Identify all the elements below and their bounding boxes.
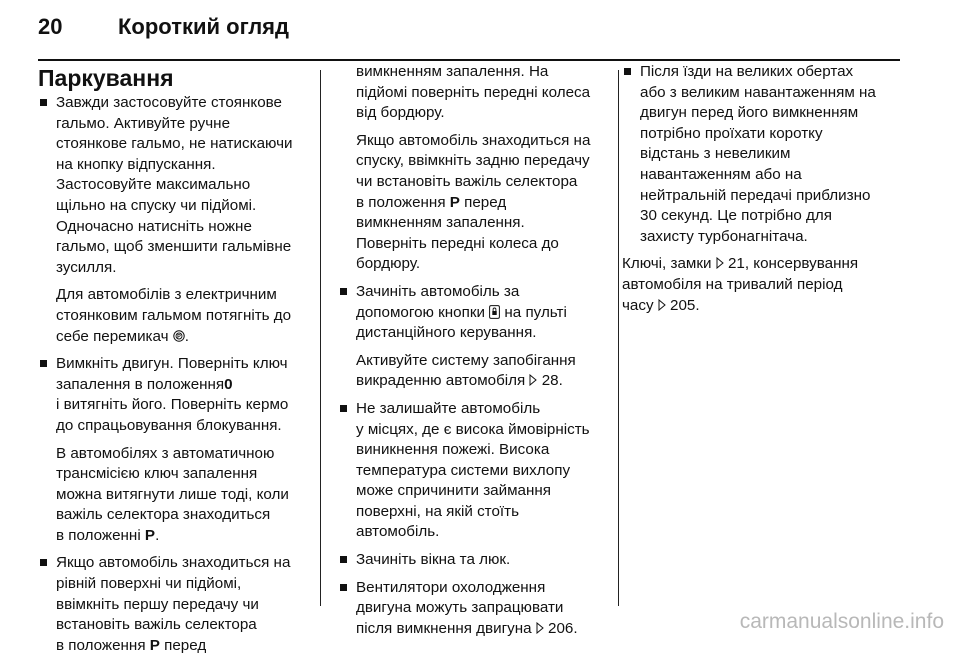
text-line: можна витягнути лише тоді, коли <box>56 485 289 503</box>
bullet-item-fire <box>338 399 606 543</box>
text-line: поверхні, на якій стоїть <box>356 502 519 520</box>
page-reference[interactable]: 206. <box>548 619 578 637</box>
text-line: захисту турбонагнітача. <box>640 227 808 245</box>
text-fragment: , консервування <box>744 255 859 273</box>
section-title: Паркування <box>38 65 174 91</box>
page-reference-arrow-icon[interactable] <box>536 622 544 634</box>
text-line: Застосовуйте максимально <box>56 176 251 194</box>
text-fragment: в положенні <box>56 526 145 544</box>
text-line: може спричинити займання <box>356 482 551 500</box>
text-line <box>356 303 606 324</box>
text-fragment: в положення <box>356 193 450 211</box>
column-2 <box>338 62 606 646</box>
text-fragment: себе перемикач <box>56 327 169 345</box>
header-title: Короткий огляд <box>118 14 289 39</box>
paragraph <box>640 62 904 247</box>
text-line: Для автомобілів з електричним <box>56 286 277 304</box>
text-line: стоянковим гальмом потягніть до <box>56 306 292 324</box>
text-fragment: допомогою кнопки <box>356 303 490 321</box>
text-line: Одночасно натисніть ножне <box>56 217 252 235</box>
text-line: Зачиніть автомобіль за <box>356 282 520 300</box>
text-line: до спрацьовування блокування. <box>56 416 282 434</box>
bullet-icon <box>40 360 47 367</box>
remote-lock-icon <box>489 305 500 319</box>
text-fragment: Ключі, замки <box>622 255 716 273</box>
text-line: щільно на спуску чи підйомі. <box>56 196 257 214</box>
paragraph <box>356 62 606 124</box>
text-line: потрібно проїхати коротку <box>640 124 823 142</box>
text-line <box>56 327 304 348</box>
svg-text:P: P <box>176 333 181 340</box>
text-line: зусилля. <box>56 258 117 276</box>
bullet-item-turbo <box>622 62 904 247</box>
text-line: Поверніть передні колеса до <box>356 234 559 252</box>
text-line: трансмісією ключ запалення <box>56 465 258 483</box>
column-1 <box>38 62 304 663</box>
text-line: підйомі поверніть передні колеса <box>356 83 591 101</box>
text-line: В автомобілях з автоматичною <box>56 444 275 462</box>
paragraph <box>56 354 304 436</box>
paragraph <box>56 553 304 656</box>
text-line: Завжди застосовуйте стоянкове <box>56 94 282 111</box>
text-line <box>56 526 304 547</box>
paragraph <box>356 131 606 275</box>
text-line: гальмо, щоб зменшити гальмівне <box>56 238 292 256</box>
bullet-icon <box>340 556 347 563</box>
text-line: двигуна можуть запрацювати <box>356 599 564 617</box>
text-line <box>622 296 904 317</box>
paragraph <box>56 285 304 347</box>
paragraph <box>356 282 606 344</box>
text-line: 30 секунд. Це потрібно для <box>640 207 832 225</box>
bold-text: P <box>144 526 156 544</box>
bold-text: 0 <box>224 375 233 393</box>
bullet-icon <box>40 99 47 106</box>
paragraph <box>356 399 606 543</box>
bullet-icon <box>340 405 347 412</box>
bullet-icon <box>340 584 347 591</box>
bullet-item-ignition <box>38 354 304 546</box>
text-line <box>356 371 606 392</box>
text-fragment: в положення <box>56 636 150 654</box>
page-reference-arrow-icon[interactable] <box>716 257 724 269</box>
text-line: Вимкніть двигун. Поверніть ключ <box>56 355 288 373</box>
page-reference-arrow-icon[interactable] <box>529 374 537 386</box>
text-line: автомобіля на тривалий період <box>622 275 843 293</box>
bold-text: P <box>449 193 460 211</box>
text-line: Вентилятори охолодження <box>356 578 546 596</box>
column-3 <box>622 62 904 323</box>
text-line: і витягніть його. Поверніть кермо <box>56 396 289 414</box>
page-reference-arrow-icon[interactable] <box>658 299 666 311</box>
text-fragment: викраденню автомобіля <box>356 372 530 390</box>
text-line: Якщо автомобіль знаходиться на <box>356 131 591 149</box>
bullet-icon <box>340 288 347 295</box>
paragraph <box>56 93 304 278</box>
text-line: від бордюру. <box>356 104 445 122</box>
bullet-item-parking-brake <box>38 93 304 347</box>
text-line <box>356 619 606 640</box>
bullet-item-fans <box>338 578 606 640</box>
bullet-item-lock <box>338 282 606 392</box>
text-line <box>56 636 304 657</box>
page-reference[interactable]: 21 <box>727 255 745 273</box>
continued-bullet <box>338 62 606 275</box>
column-divider <box>618 70 619 606</box>
text-line: нейтральній передачі приблизно <box>640 186 871 204</box>
text-line: температура системи вихлопу <box>356 461 571 479</box>
page-number: 20 <box>38 14 63 39</box>
watermark: carmanualsonline.info <box>739 610 944 633</box>
text-fragment: перед <box>459 193 507 211</box>
text-line: гальмо. Активуйте ручне <box>56 114 231 132</box>
text-fragment: часу <box>622 296 658 314</box>
text-fragment: на пульті <box>500 303 567 321</box>
text-line: вимкненням запалення. На <box>356 63 549 80</box>
parking-brake-switch-icon <box>173 330 185 342</box>
text-line: чи встановіть важіль селектора <box>356 172 578 190</box>
text-line: стоянкове гальмо, не натискаючи <box>56 135 293 153</box>
bullet-item-gear <box>38 553 304 656</box>
text-fragment: після вимкнення двигуна <box>356 619 536 637</box>
text-line: рівній поверхні чи підйомі, <box>56 575 242 593</box>
text-line: на кнопку відпускання. <box>56 155 216 173</box>
paragraph <box>356 550 606 571</box>
text-line: бордюру. <box>356 255 421 273</box>
text-line: виникнення пожежі. Висока <box>356 441 550 459</box>
paragraph <box>356 351 606 392</box>
text-fragment: . <box>184 327 190 345</box>
paragraph <box>56 444 304 547</box>
text-line: ввімкніть першу передачу чи <box>56 595 259 613</box>
page-reference[interactable]: 205. <box>670 296 700 314</box>
header-divider <box>38 59 900 61</box>
text-line: Якщо автомобіль знаходиться на <box>56 554 291 572</box>
text-line: спуску, ввімкніть задню передачу <box>356 152 590 170</box>
text-line: Не залишайте автомобіль <box>356 399 541 417</box>
bold-text: P <box>149 636 160 654</box>
text-line: Активуйте систему запобігання <box>356 351 576 369</box>
text-line: відстань з невеликим <box>640 145 791 163</box>
text-line: важіль селектора знаходиться <box>56 506 271 524</box>
text-line: встановіть важіль селектора <box>56 616 257 634</box>
text-line <box>356 193 606 214</box>
text-line: вимкненням запалення. <box>356 214 525 232</box>
text-line: навантаженням або на <box>640 165 802 183</box>
text-line <box>56 375 304 396</box>
text-fragment: запалення в положення <box>56 375 225 393</box>
page-reference[interactable]: 28. <box>541 372 563 390</box>
text-line: автомобіль. <box>356 523 440 541</box>
text-line: Зачиніть вікна та люк. <box>356 551 511 569</box>
text-line: у місцях, де є висока ймовірність <box>356 420 590 438</box>
bullet-item-windows <box>338 550 606 571</box>
text-fragment: перед <box>159 636 207 654</box>
text-fragment: . <box>155 526 160 544</box>
cross-reference-paragraph <box>622 254 904 316</box>
text-line <box>622 254 904 275</box>
text-line: або з великим навантаженням на <box>640 83 876 101</box>
text-line: Після їзди на великих обертах <box>640 63 854 80</box>
paragraph <box>356 578 606 640</box>
bullet-icon <box>40 559 47 566</box>
bullet-icon <box>624 68 631 75</box>
text-line: двигун перед його вимкненням <box>640 104 859 122</box>
text-line: дистанційного керування. <box>356 324 537 342</box>
column-divider <box>320 70 321 606</box>
